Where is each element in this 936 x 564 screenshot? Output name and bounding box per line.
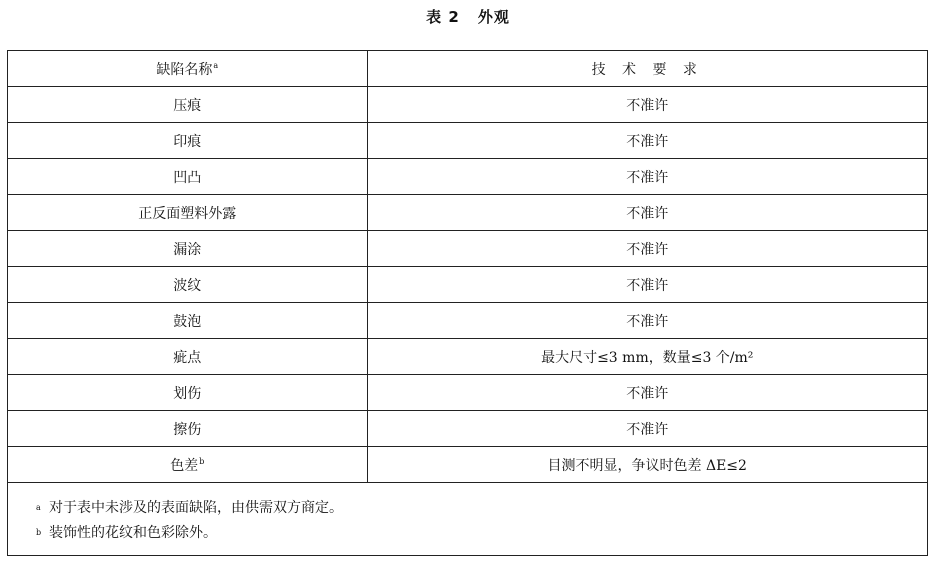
requirement-cell: 不准许 <box>367 87 927 123</box>
table-row <box>8 303 927 339</box>
requirement-cell: 目测不明显，争议时色差 ΔE≤2 <box>367 447 927 483</box>
table-footnotes <box>8 485 927 555</box>
header-defect-name: 缺陷名称$^a$ <box>8 51 367 87</box>
requirement-cell: 不准许 <box>367 267 927 303</box>
requirement-cell: 不准许 <box>367 231 927 267</box>
table-row <box>8 231 927 267</box>
table-row <box>8 123 927 159</box>
defect-name-cell: 波纹 <box>8 267 367 303</box>
footnote-mark: b <box>36 528 42 537</box>
table-row <box>8 447 927 483</box>
defect-name-cell: 鼓泡 <box>8 303 367 339</box>
table-row <box>8 87 927 123</box>
requirement-cell: 不准许 <box>367 375 927 411</box>
defect-name-cell: 划伤 <box>8 375 367 411</box>
table-row <box>8 339 927 375</box>
defect-name-cell: 擦伤 <box>8 411 367 447</box>
defect-name-cell: 凹凸 <box>8 159 367 195</box>
table-number: 表 2 <box>426 8 460 26</box>
defect-name-cell: 漏涂 <box>8 231 367 267</box>
requirement-cell: 不准许 <box>367 159 927 195</box>
defect-name-cell: 印痕 <box>8 123 367 159</box>
table-row <box>8 267 927 303</box>
requirement-cell: 不准许 <box>367 123 927 159</box>
defect-name-cell: 色差$^b$ <box>8 447 367 483</box>
requirement-cell: 不准许 <box>367 303 927 339</box>
table-name: 外观 <box>477 8 510 26</box>
requirement-cell: 不准许 <box>367 195 927 231</box>
table-row <box>8 411 927 447</box>
footnote-mark: a <box>36 503 41 512</box>
appearance-table <box>8 51 927 483</box>
requirement-cell: 最大尺寸≤3 mm，数量≤3 个/m² <box>367 339 927 375</box>
table-row <box>8 195 927 231</box>
footnote-mark: b <box>199 456 205 466</box>
defect-name-cell: 压痕 <box>8 87 367 123</box>
footnote-a: a 对于表中未涉及的表面缺陷，由供需双方商定。 <box>36 500 343 516</box>
defect-name-cell: 正反面塑料外露 <box>8 195 367 231</box>
table-row <box>8 375 927 411</box>
footnote-b: b 装饰性的花纹和色彩除外。 <box>36 525 217 541</box>
header-requirement: 技 术 要 求 <box>367 51 927 87</box>
table-header-row <box>8 51 927 87</box>
footnote-mark: a <box>213 60 219 70</box>
table-row <box>8 159 927 195</box>
requirement-cell: 不准许 <box>367 411 927 447</box>
table-title <box>0 4 936 30</box>
defect-name-cell: 疵点 <box>8 339 367 375</box>
appearance-table-frame <box>7 50 928 556</box>
